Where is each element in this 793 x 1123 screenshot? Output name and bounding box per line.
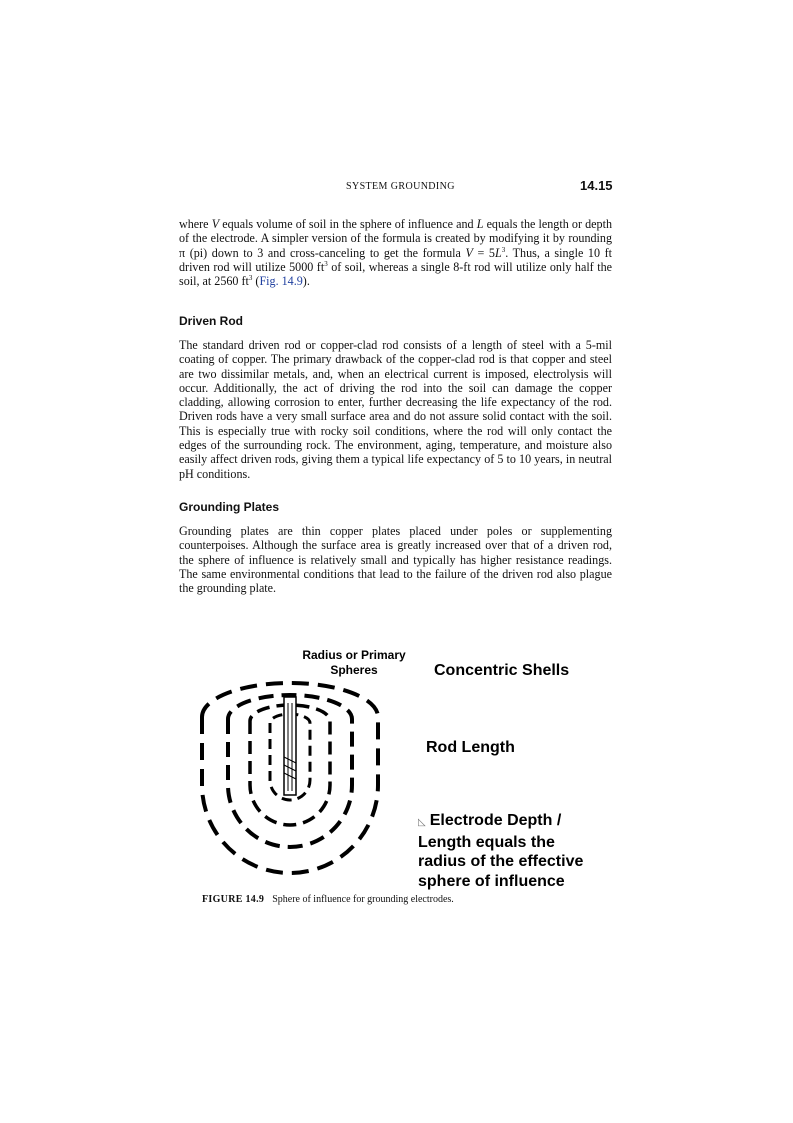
label-line <box>418 811 583 833</box>
text-run: of soil, whereas a single 8-ft rod will utilize only half the soil, at 2560 ft <box>179 259 612 289</box>
running-head: SYSTEM GROUNDING <box>346 181 455 192</box>
exponent: 3 <box>248 274 253 283</box>
caption-text: Sphere of influence for grounding electrodes. <box>272 894 454 905</box>
var-l: L <box>476 217 484 231</box>
label-electrode-depth <box>418 811 583 891</box>
label-radius-primary-spheres <box>294 648 414 678</box>
figure-caption <box>202 894 454 905</box>
label-concentric-shells: Concentric Shells <box>434 662 570 679</box>
text-run: equals the length or depth of the electrode. A simpler version of the formula is created by modifying it by rounding π (pi) down to 3 and cross-canceling to get the formula <box>179 217 612 260</box>
label-line: radius of the effective <box>418 853 584 870</box>
formula-l: L <box>494 245 502 260</box>
label-line: Radius or Primary <box>302 648 406 662</box>
section-heading-driven-rod: Driven Rod <box>179 314 244 328</box>
page-number: 14.15 <box>580 178 613 193</box>
label-line: Spheres <box>330 663 378 677</box>
figure-reference-link[interactable]: Fig. 14.9 <box>259 274 303 289</box>
exponent: 3 <box>324 259 328 268</box>
pointer-icon: ◺ <box>418 817 426 828</box>
driven-rod-icon <box>284 697 296 795</box>
formula-eq: = 5 <box>472 245 495 260</box>
text-run: ). <box>302 274 310 289</box>
caption-number: FIGURE 14.9 <box>202 894 265 905</box>
formula-exponent: 3 <box>501 245 506 254</box>
label-line: sphere of influence <box>418 872 565 890</box>
intro-paragraph <box>179 217 612 288</box>
label-rod-length: Rod Length <box>426 739 515 756</box>
text-run: . Thus, a single 10 ft driven rod will utilize 5000 ft <box>179 245 613 274</box>
label-line: Length equals the <box>418 833 555 851</box>
sphere-of-influence-diagram <box>190 645 420 890</box>
grounding-plates-paragraph: Grounding plates are thin copper plates placed under poles or supplementing counterpoises. Although the surface area is greatly increased over that of a driven rod, the sphere of influence is relatively small and typically has higher resistance readings. The same environmental conditions that lead to the failure of the driven rod also plague the grounding plate. <box>179 524 612 596</box>
driven-rod-paragraph: The standard driven rod or copper-clad rod consists of a length of steel with a 5-mil coating of copper. The primary drawback of the copper-clad rod is that copper and steel are two dissimilar metals, and, when an electrical current is imposed, electrolysis will occur. Additionally, the act of driving the rod into the soil can damage the copper cladding, allowing corrosion to enter, further decreasing the life expectancy of the rod. Driven rods have a very small surface area and do not assure solid contact with the soil. This is especially true with rocky soil conditions, where the rod will only contact the edges of the surrounding rock. The environment, aging, temperature, and moisture also easily affect driven rods, giving them a typical life expectancy of 5 to 10 years, in neutral pH conditions. <box>179 338 612 481</box>
formula-v: V <box>465 245 473 260</box>
label-text: Electrode Depth / <box>429 812 562 829</box>
text-run: equals volume of soil in the sphere of influence and <box>219 217 477 231</box>
text-run: where <box>179 217 212 231</box>
figure-sphere-of-influence <box>190 645 610 890</box>
text-run: ( <box>252 274 260 289</box>
section-heading-grounding-plates: Grounding Plates <box>179 500 280 514</box>
var-v: V <box>211 217 220 231</box>
